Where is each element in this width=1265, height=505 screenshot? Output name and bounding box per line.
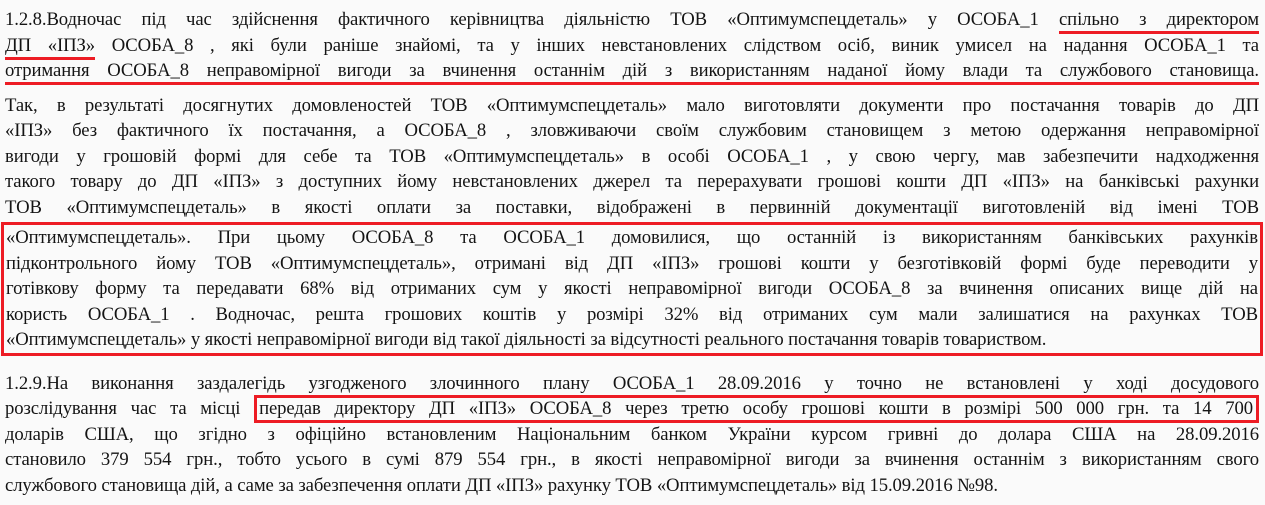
text-segment: «Оптимумспецдеталь» у якості неправомірної вигоди від такої діяльності за відсутності реального постачання товарів товариством. bbox=[6, 329, 1047, 350]
red-underlined-text: отримання ОСОБА_8 неправомірної вигоди за вчинення останнім дій з використанням наданої йому влади та службового становища. bbox=[5, 60, 1259, 85]
document-line bbox=[5, 33, 1259, 59]
document-line bbox=[6, 225, 1258, 251]
text-segment: такого товару до ДП «ІПЗ» з доступних йому невстановлених джерел та перерахувати грошові кошти ДП «ІПЗ» на банківські рахунки bbox=[5, 171, 1259, 192]
document-line bbox=[5, 447, 1259, 473]
red-boxed-text: передав директору ДП «ІПЗ» ОСОБА_8 через третю особу грошові кошти в розмірі 500 000 грн. та 14 700 bbox=[254, 395, 1259, 423]
document-line bbox=[5, 396, 1259, 422]
document-line bbox=[5, 473, 1259, 499]
text-segment: службового становища дій, а саме за забезпечення оплати ДП «ІПЗ» рахунку ТОВ «Оптимумспецдеталь» від 15.09.2016 №98. bbox=[5, 474, 998, 496]
document-line bbox=[5, 93, 1259, 119]
document-line bbox=[5, 118, 1259, 144]
document-line bbox=[6, 251, 1258, 277]
document-line bbox=[6, 327, 1258, 353]
document-line bbox=[6, 276, 1258, 302]
paragraph-128-intro bbox=[5, 7, 1259, 84]
text-segment: Так, в результаті досягнутих домовленостей ТОВ «Оптимумспецдеталь» мало виготовляти документи про постачання товарів до ДП bbox=[5, 94, 1259, 116]
document-line bbox=[5, 169, 1259, 195]
red-highlight-box bbox=[1, 222, 1263, 356]
document-line bbox=[5, 58, 1259, 84]
text-segment: доларів США, що згідно з офіційно встановленим Національним банком України курсом гривні до долара США на 28.09.2016 bbox=[5, 423, 1259, 445]
document-line bbox=[5, 7, 1259, 33]
text-segment: вигоди у грошовій формі для себе та ТОВ «Оптимумспецдеталь» в особі ОСОБА_1 , у свою чергу, мав забезпечити надходження bbox=[5, 145, 1259, 167]
red-underlined-text: ДП «ІПЗ» bbox=[5, 35, 95, 60]
text-segment: 1.2.8.Водночас під час здійснення фактичного керівництва діяльністю ТОВ «Оптимумспецдеталь» у ОСОБА_1 bbox=[5, 9, 1059, 30]
document-line bbox=[5, 371, 1259, 397]
red-underlined-text: спільно з директором bbox=[1059, 9, 1259, 34]
text-segment: становило 379 554 грн., тобто усього в сумі 879 554 грн., в якості неправомірної вигоди за вчинення останнім з використанням свого bbox=[5, 449, 1259, 470]
document-line bbox=[5, 422, 1259, 448]
document-line bbox=[6, 302, 1258, 328]
paragraph-128-body bbox=[5, 93, 1259, 221]
document-line bbox=[5, 195, 1259, 221]
document-line bbox=[5, 144, 1259, 170]
text-segment: ТОВ «Оптимумспецдеталь» в якості оплати за поставки, відображені в первинній документації виготовленій від імені ТОВ bbox=[5, 196, 1259, 218]
text-segment: розслідування час та місці bbox=[5, 398, 255, 419]
text-segment: користь ОСОБА_1 . Водночас, решта грошових коштів у розмірі 32% від отриманих сум мали залишатися на рахунках ТОВ bbox=[6, 303, 1258, 325]
text-segment: підконтрольного йому ТОВ «Оптимумспецдеталь», отримані від ДП «ІПЗ» грошові кошти у безготівковій формі буде переводити у bbox=[6, 252, 1258, 274]
text-segment: «Оптимумспецдеталь». При цьому ОСОБА_8 та ОСОБА_1 домовилися, що останній із використанням банківських рахунків bbox=[6, 227, 1258, 248]
text-segment: готівкову форму та передавати 68% від отриманих сум у якості неправомірної вигоди ОСОБА_8 за вчинення описаних вище дій на bbox=[6, 278, 1258, 299]
text-segment: «ІПЗ» без фактичного їх постачання, а ОСОБА_8 , зловживаючи своїм службовим становищем з метою одержання неправомірної bbox=[5, 120, 1259, 141]
text-segment: 1.2.9.На виконання заздалегідь узгодженого злочинного плану ОСОБА_1 28.09.2016 у точно не встановлені у ході досудового bbox=[5, 372, 1259, 394]
text-segment: ОСОБА_8 , які були раніше знайомі, та у інших невстановлених слідством осіб, виник умисел на надання ОСОБА_1 та bbox=[95, 34, 1259, 56]
paragraph-129 bbox=[5, 371, 1259, 499]
